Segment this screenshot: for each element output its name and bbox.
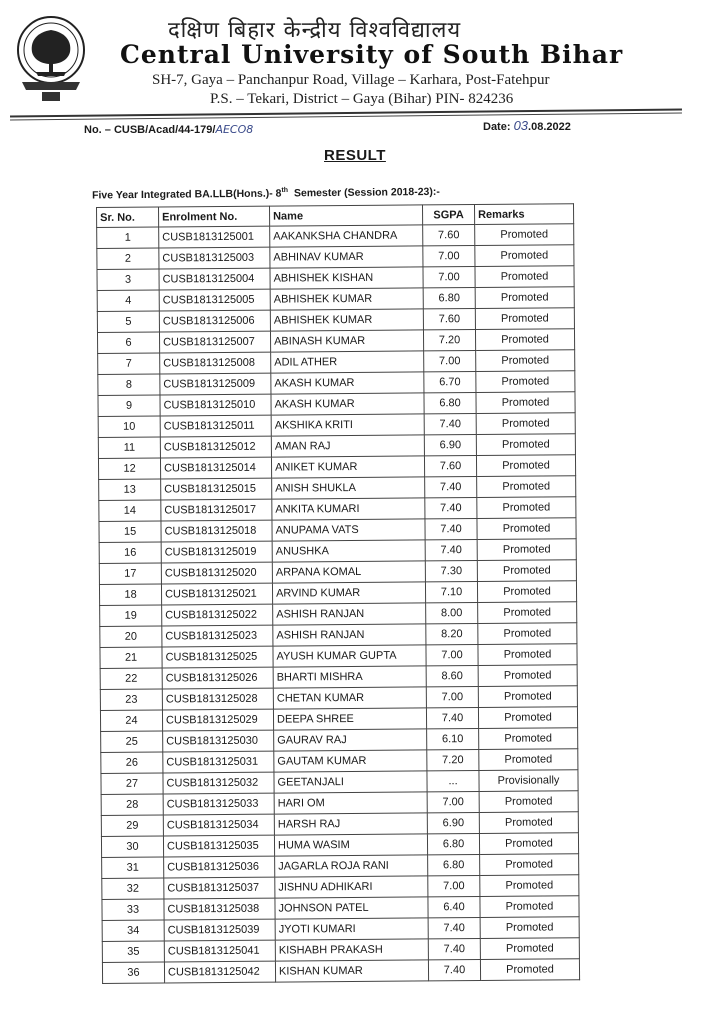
cell-remarks: Promoted [480, 896, 579, 918]
cell-name: AMAN RAJ [271, 435, 424, 457]
cell-remarks: Promoted [480, 938, 579, 960]
programme-suffix: Semester (Session 2018-23):- [293, 185, 440, 200]
cell-name: AKASH KUMAR [271, 372, 424, 394]
date-label: Date: [483, 121, 514, 133]
cell-sgpa: 7.30 [425, 561, 477, 582]
cell-enrolment-no: CUSB1813125014 [160, 457, 271, 479]
cell-name: ASHISH RANJAN [273, 603, 426, 625]
cell-sr-no: 31 [102, 857, 164, 878]
cell-sr-no: 13 [99, 479, 161, 500]
cell-remarks: Promoted [475, 224, 574, 246]
cell-name: HARI OM [274, 792, 427, 814]
cell-name: GAURAV RAJ [274, 729, 427, 751]
cell-sr-no: 30 [101, 836, 163, 857]
cell-sr-no: 20 [100, 626, 162, 647]
cell-remarks: Promoted [475, 287, 574, 309]
cell-remarks: Promoted [475, 308, 574, 330]
cell-name: ABHISHEK KUMAR [270, 288, 423, 310]
cell-sgpa: 7.40 [428, 918, 480, 939]
cell-sgpa: 7.40 [425, 477, 477, 498]
cell-remarks: Promoted [477, 539, 576, 561]
cell-sr-no: 5 [97, 311, 159, 332]
cell-remarks: Promoted [480, 917, 579, 939]
cell-sgpa: 6.90 [424, 435, 476, 456]
cell-name: JYOTI KUMARI [275, 918, 428, 940]
cell-sr-no: 27 [101, 773, 163, 794]
cell-remarks: Promoted [477, 581, 576, 603]
cell-sr-no: 3 [97, 269, 159, 290]
cell-enrolment-no: CUSB1813125001 [159, 226, 270, 248]
cell-remarks: Promoted [478, 686, 577, 708]
cell-sgpa: 7.10 [425, 582, 477, 603]
cell-remarks: Promoted [480, 875, 579, 897]
programme-sup: th [281, 186, 289, 195]
cell-sgpa: ... [427, 771, 479, 792]
cell-name: ANISH SHUKLA [272, 477, 425, 499]
cell-enrolment-no: CUSB1813125008 [160, 352, 271, 374]
reference-number [84, 123, 253, 136]
cell-remarks: Promoted [480, 959, 579, 981]
cell-sgpa: 7.40 [425, 519, 477, 540]
cell-sgpa: 8.20 [426, 624, 478, 645]
cell-sr-no: 32 [102, 878, 164, 899]
cell-sgpa: 7.40 [425, 498, 477, 519]
cell-name: HUMA WASIM [274, 834, 427, 856]
cell-remarks: Promoted [476, 392, 575, 414]
cell-remarks: Promoted [476, 350, 575, 372]
cell-remarks: Promoted [475, 329, 574, 351]
date-handwritten-day: 03 [513, 118, 529, 133]
cell-sgpa: 7.60 [423, 225, 475, 246]
cell-name: KISHABH PRAKASH [275, 939, 428, 961]
cell-sgpa: 7.20 [427, 750, 479, 771]
cell-enrolment-no: CUSB1813125034 [163, 814, 274, 836]
cell-enrolment-no: CUSB1813125026 [162, 667, 273, 689]
cell-name: ABHISHEK KUMAR [270, 309, 423, 331]
cell-remarks: Promoted [480, 854, 579, 876]
cell-remarks: Promoted [479, 749, 578, 771]
cell-remarks: Promoted [476, 371, 575, 393]
cell-enrolment-no: CUSB1813125036 [164, 856, 275, 878]
result-table-wrapper [96, 203, 580, 984]
university-name: Central University of South Bihar [120, 40, 624, 69]
cell-remarks: Promoted [478, 602, 577, 624]
cell-name: ANUPAMA VATS [272, 519, 425, 541]
cell-name: ANKITA KUMARI [272, 498, 425, 520]
cell-name: ANUSHKA [272, 540, 425, 562]
cell-name: KISHAN KUMAR [275, 960, 428, 982]
cell-sr-no: 2 [97, 248, 159, 269]
cell-sgpa: 7.60 [423, 309, 475, 330]
cell-sr-no: 18 [99, 584, 161, 605]
cell-enrolment-no: CUSB1813125032 [163, 772, 274, 794]
cell-remarks: Promoted [477, 518, 576, 540]
cell-sgpa: 7.40 [428, 939, 480, 960]
cell-sr-no: 35 [102, 941, 164, 962]
cell-remarks: Promoted [477, 476, 576, 498]
cell-sr-no: 24 [100, 710, 162, 731]
cell-remarks: Promoted [476, 455, 575, 477]
cell-sr-no: 26 [101, 752, 163, 773]
cell-sr-no: 25 [101, 731, 163, 752]
cell-remarks: Promoted [479, 833, 578, 855]
cell-enrolment-no: CUSB1813125030 [163, 730, 274, 752]
cell-enrolment-no: CUSB1813125006 [159, 310, 270, 332]
cell-enrolment-no: CUSB1813125009 [160, 373, 271, 395]
cell-name: ASHISH RANJAN [273, 624, 426, 646]
cell-name: GAUTAM KUMAR [274, 750, 427, 772]
cell-sgpa: 7.60 [424, 456, 476, 477]
cell-enrolment-no: CUSB1813125005 [159, 289, 270, 311]
cell-sr-no: 17 [99, 563, 161, 584]
cell-remarks: Promoted [478, 623, 577, 645]
university-name-hindi: दक्षिण बिहार केन्द्रीय विश्वविद्यालय [168, 18, 462, 43]
cell-sgpa: 7.00 [423, 267, 475, 288]
cell-name: CHETAN KUMAR [273, 687, 426, 709]
cell-enrolment-no: CUSB1813125015 [161, 478, 272, 500]
cell-enrolment-no: CUSB1813125004 [159, 268, 270, 290]
cell-remarks: Promoted [478, 644, 577, 666]
cell-remarks: Promoted [477, 497, 576, 519]
cell-sr-no: 19 [100, 605, 162, 626]
programme-prefix: Five Year Integrated BA.LLB(Hons.)- 8 [92, 187, 282, 202]
cell-sgpa: 8.60 [426, 666, 478, 687]
document-date [483, 118, 571, 133]
cell-sr-no: 12 [98, 458, 160, 479]
cell-remarks: Promoted [475, 266, 574, 288]
cell-remarks: Promoted [477, 560, 576, 582]
cell-enrolment-no: CUSB1813125010 [160, 394, 271, 416]
cell-enrolment-no: CUSB1813125007 [159, 331, 270, 353]
cell-enrolment-no: CUSB1813125033 [163, 793, 274, 815]
cell-name: HARSH RAJ [274, 813, 427, 835]
header-remarks: Remarks [474, 204, 573, 225]
cell-remarks: Promoted [478, 665, 577, 687]
cell-sr-no: 16 [99, 542, 161, 563]
cell-sr-no: 15 [99, 521, 161, 542]
cell-name: JISHNU ADHIKARI [275, 876, 428, 898]
reference-label: No. – CUSB/Acad/44-179/ [84, 124, 216, 136]
table-row [102, 959, 579, 984]
cell-sgpa: 7.40 [424, 414, 476, 435]
cell-sr-no: 36 [102, 962, 164, 983]
cell-name: ABHINAV KUMAR [270, 246, 423, 268]
cell-name: ABINASH KUMAR [270, 330, 423, 352]
cell-sr-no: 1 [97, 227, 159, 248]
cell-sgpa: 6.90 [427, 813, 479, 834]
cell-sgpa: 7.40 [425, 540, 477, 561]
cell-enrolment-no: CUSB1813125025 [162, 646, 273, 668]
cell-sgpa: 6.80 [428, 855, 480, 876]
cell-sgpa: 7.00 [426, 687, 478, 708]
cell-sr-no: 7 [98, 353, 160, 374]
cell-enrolment-no: CUSB1813125039 [164, 919, 275, 941]
cell-sgpa: 7.00 [426, 645, 478, 666]
cell-sgpa: 7.40 [428, 960, 480, 981]
cell-name: ADIL ATHER [271, 351, 424, 373]
cell-remarks: Promoted [478, 707, 577, 729]
cell-sr-no: 22 [100, 668, 162, 689]
cell-remarks: Provisionally [479, 770, 578, 792]
cell-name: DEEPA SHREE [273, 708, 426, 730]
cell-sgpa: 7.00 [424, 351, 476, 372]
cell-name: ARPANA KOMAL [272, 561, 425, 583]
cell-sgpa: 6.10 [427, 729, 479, 750]
cell-sr-no: 28 [101, 794, 163, 815]
cell-name: ANIKET KUMAR [271, 456, 424, 478]
cell-name: JAGARLA ROJA RANI [275, 855, 428, 877]
cell-enrolment-no: CUSB1813125003 [159, 247, 270, 269]
date-rest: .08.2022 [528, 121, 571, 133]
cell-name: BHARTI MISHRA [273, 666, 426, 688]
cell-sgpa: 7.40 [426, 708, 478, 729]
cell-enrolment-no: CUSB1813125042 [164, 961, 275, 983]
cell-remarks: Promoted [476, 434, 575, 456]
cell-sgpa: 6.80 [423, 288, 475, 309]
cell-enrolment-no: CUSB1813125041 [164, 940, 275, 962]
cell-sr-no: 8 [98, 374, 160, 395]
cell-remarks: Promoted [476, 413, 575, 435]
cell-enrolment-no: CUSB1813125035 [163, 835, 274, 857]
cell-enrolment-no: CUSB1813125017 [161, 499, 272, 521]
cell-sgpa: 6.40 [428, 897, 480, 918]
cell-sr-no: 6 [97, 332, 159, 353]
address-line-2: P.S. – Tekari, District – Gaya (Bihar) PIN- 824236 [210, 91, 514, 107]
cell-enrolment-no: CUSB1813125038 [164, 898, 275, 920]
cell-name: AAKANKSHA CHANDRA [270, 225, 423, 247]
programme-line [92, 185, 440, 201]
cell-sr-no: 29 [101, 815, 163, 836]
cell-sr-no: 11 [98, 437, 160, 458]
cell-name: JOHNSON PATEL [275, 897, 428, 919]
cell-name: GEETANJALI [274, 771, 427, 793]
cell-enrolment-no: CUSB1813125021 [161, 583, 272, 605]
header-sr-no: Sr. No. [97, 207, 159, 227]
university-logo [14, 10, 88, 102]
cell-sr-no: 34 [102, 920, 164, 941]
result-table [96, 203, 580, 984]
cell-enrolment-no: CUSB1813125020 [161, 562, 272, 584]
cell-name: ABHISHEK KISHAN [270, 267, 423, 289]
cell-remarks: Promoted [479, 812, 578, 834]
cell-sr-no: 33 [102, 899, 164, 920]
header-enrolment-no: Enrolment No. [159, 206, 270, 227]
cell-sgpa: 6.70 [424, 372, 476, 393]
cell-sgpa: 7.00 [423, 246, 475, 267]
cell-sgpa: 6.80 [427, 834, 479, 855]
cell-sgpa: 7.20 [423, 330, 475, 351]
header-sgpa: SGPA [422, 205, 474, 225]
cell-enrolment-no: CUSB1813125029 [162, 709, 273, 731]
cell-sgpa: 7.00 [428, 876, 480, 897]
cell-remarks: Promoted [479, 791, 578, 813]
cell-sr-no: 4 [97, 290, 159, 311]
cell-enrolment-no: CUSB1813125019 [161, 541, 272, 563]
cell-remarks: Promoted [479, 728, 578, 750]
cell-sgpa: 7.00 [427, 792, 479, 813]
cell-enrolment-no: CUSB1813125011 [160, 415, 271, 437]
cell-enrolment-no: CUSB1813125037 [164, 877, 275, 899]
cell-enrolment-no: CUSB1813125018 [161, 520, 272, 542]
cell-sgpa: 6.80 [424, 393, 476, 414]
cell-name: AKASH KUMAR [271, 393, 424, 415]
cell-enrolment-no: CUSB1813125028 [162, 688, 273, 710]
address-line-1: SH-7, Gaya – Panchanpur Road, Village – Karhara, Post-Fatehpur [152, 72, 550, 88]
cell-sgpa: 8.00 [426, 603, 478, 624]
cell-enrolment-no: CUSB1813125031 [163, 751, 274, 773]
page-title: RESULT [324, 147, 386, 164]
cell-sr-no: 10 [98, 416, 160, 437]
cell-name: AKSHIKA KRITI [271, 414, 424, 436]
cell-name: AYUSH KUMAR GUPTA [273, 645, 426, 667]
cell-sr-no: 23 [100, 689, 162, 710]
cell-sr-no: 9 [98, 395, 160, 416]
cell-sr-no: 14 [99, 500, 161, 521]
cell-enrolment-no: CUSB1813125022 [162, 604, 273, 626]
cell-name: ARVIND KUMAR [272, 582, 425, 604]
cell-sr-no: 21 [100, 647, 162, 668]
cell-enrolment-no: CUSB1813125012 [160, 436, 271, 458]
cell-enrolment-no: CUSB1813125023 [162, 625, 273, 647]
cell-remarks: Promoted [475, 245, 574, 267]
header-name: Name [269, 205, 422, 226]
reference-handwritten: AECO8 [215, 123, 254, 136]
